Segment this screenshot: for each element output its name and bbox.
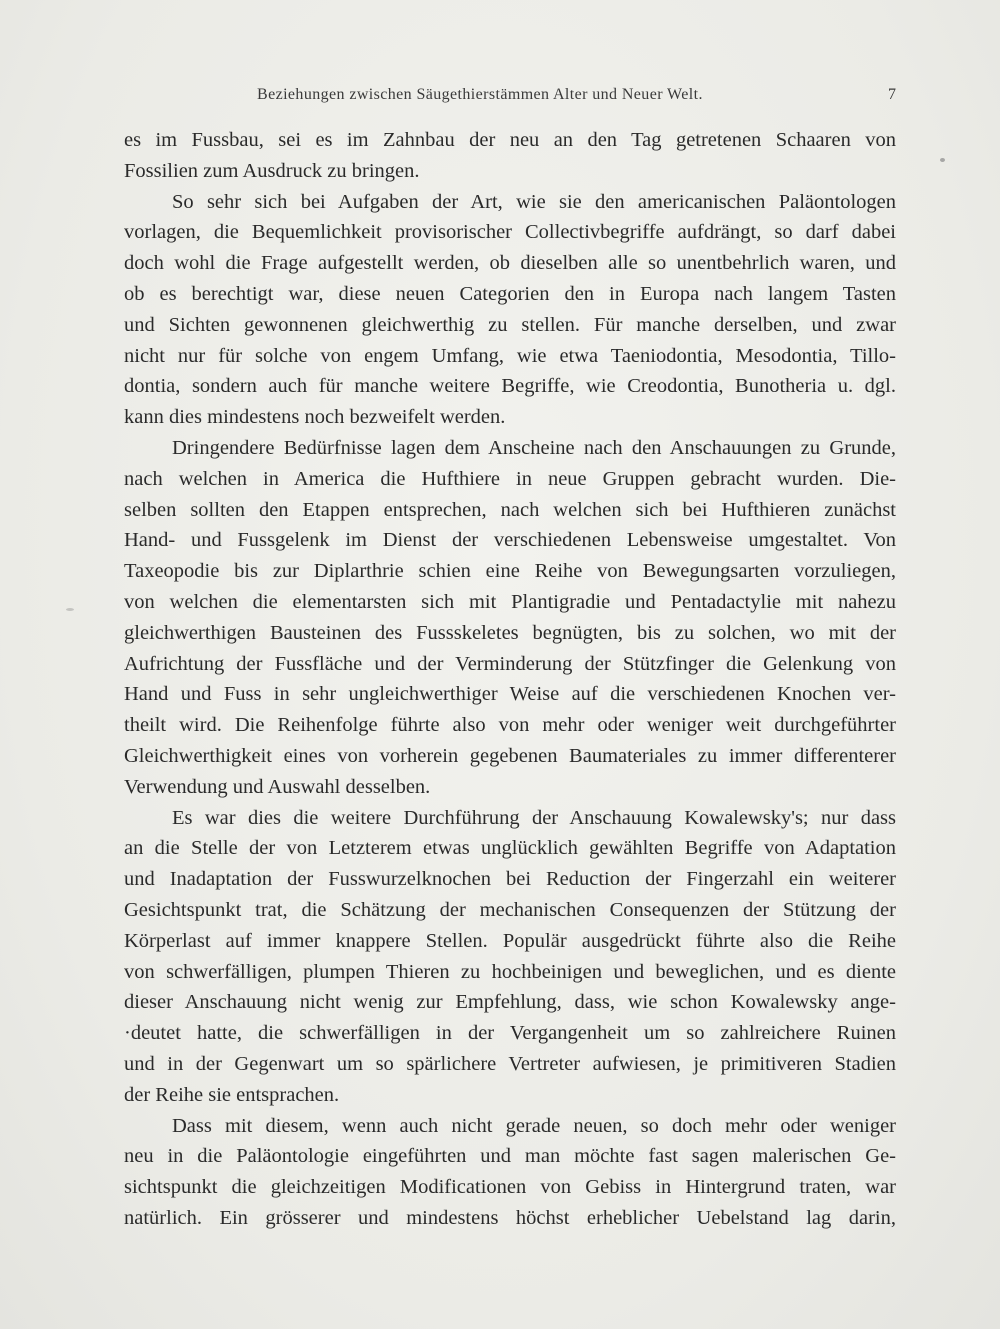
text-line: Es war dies die weitere Durchführung der Anschauung Kowalewsky's; nur dass	[172, 806, 896, 829]
text-line: Dass mit diesem, wenn auch nicht gerade neuen, so doch mehr oder weniger	[172, 1114, 896, 1137]
text-line: Gesichtspunkt trat, die Schätzung der mechanischen Consequenzen der Stützung der	[124, 898, 896, 921]
text-line: neu in die Paläontologie eingeführten und man möchte fast sagen malerischen Ge-	[124, 1145, 896, 1168]
text-line: selben sollten den Etappen entsprechen, nach welchen sich bei Hufthieren zunächst	[124, 498, 896, 521]
text-line: und in der Gegenwart um so spärlichere Vertreter aufwiesen, je primitiveren Stadien	[124, 1052, 896, 1075]
text-line: und Inadaptation der Fusswurzelknochen bei Reduction der Fingerzahl ein weiterer	[124, 868, 896, 891]
text-line: dontia, sondern auch für manche weitere Begriffe, wie Creodontia, Bunotheria u. dgl.	[124, 375, 896, 398]
text-line: Hand- und Fussgelenk im Dienst der verschiedenen Lebensweise umgestaltet. Von	[124, 529, 896, 552]
text-line: an die Stelle der von Letzterem etwas unglücklich gewählten Begriffe von Adaptation	[124, 837, 896, 860]
running-header	[124, 86, 896, 110]
text-line: Körperlast auf immer knappere Stellen. Populär ausgedrückt führte also die Reihe	[124, 929, 896, 952]
page-number: 7	[888, 86, 896, 103]
text-line: Dringendere Bedürfnisse lagen dem Anscheine nach den Anschauungen zu Grunde,	[172, 436, 896, 459]
text-line: Hand und Fuss in sehr ungleichwerthiger Weise auf die verschiedenen Knochen ver-	[124, 683, 896, 706]
text-line: Verwendung und Auswahl desselben.	[124, 775, 431, 798]
text-line: ·deutet hatte, die schwerfälligen in der Vergangenheit um so zahlreichere Ruinen	[124, 1022, 896, 1045]
ink-speck	[940, 158, 945, 162]
running-title: Beziehungen zwischen Säugethierstämmen Alter und Neuer Welt.	[257, 86, 703, 103]
text-line: Aufrichtung der Fussfläche und der Verminderung der Stützfinger die Gelenkung von	[124, 652, 896, 675]
text-line: ob es berechtigt war, diese neuen Categorien den in Europa nach langem Tasten	[124, 282, 896, 305]
text-line: von welchen die elementarsten sich mit Plantigradie und Pentadactylie mit nahezu	[124, 590, 896, 613]
text-line: gleichwerthigen Bausteinen des Fussskeletes begnügten, bis zu solchen, wo mit der	[124, 621, 896, 644]
ink-speck	[66, 608, 74, 611]
text-line: dieser Anschauung nicht wenig zur Empfehlung, dass, wie schon Kowalewsky ange-	[124, 991, 896, 1014]
text-line: Taxeopodie bis zur Diplarthrie schien eine Reihe von Bewegungsarten vorzuliegen,	[124, 560, 896, 583]
text-line: vorlagen, die Bequemlichkeit provisorischer Collectivbegriffe aufdrängt, so darf dabei	[124, 221, 896, 244]
text-line: doch wohl die Frage aufgestellt werden, ob dieselben alle so unentbehrlich waren, und	[124, 252, 896, 275]
text-line: sichtspunkt die gleichzeitigen Modificationen von Gebiss in Hintergrund traten, war	[124, 1176, 896, 1199]
text-line: Gleichwerthigkeit eines von vorherein gegebenen Baumateriales zu immer differenterer	[124, 744, 896, 767]
text-line: von schwerfälligen, plumpen Thieren zu hochbeinigen und beweglichen, und es diente	[124, 960, 896, 983]
body-text	[124, 125, 896, 1234]
text-line: theilt wird. Die Reihenfolge führte also von mehr oder weniger weit durchgeführter	[124, 714, 896, 737]
text-line: kann dies mindestens noch bezweifelt werden.	[124, 406, 506, 429]
text-line: Fossilien zum Ausdruck zu bringen.	[124, 159, 420, 182]
text-line: der Reihe sie entsprachen.	[124, 1083, 340, 1106]
text-line: So sehr sich bei Aufgaben der Art, wie sie den americanischen Paläontologen	[172, 190, 896, 213]
text-line: nach welchen in America die Hufthiere in neue Gruppen gebracht wurden. Die-	[124, 467, 896, 490]
text-line: es im Fussbau, sei es im Zahnbau der neu an den Tag getretenen Schaaren von	[124, 129, 896, 151]
text-line: natürlich. Ein grösserer und mindestens höchst erheblicher Uebelstand lag darin,	[124, 1206, 896, 1229]
text-line: und Sichten gewonnenen gleichwerthig zu stellen. Für manche derselben, und zwar	[124, 313, 896, 336]
text-line: nicht nur für solche von engem Umfang, wie etwa Taeniodontia, Mesodontia, Tillo-	[124, 344, 896, 367]
